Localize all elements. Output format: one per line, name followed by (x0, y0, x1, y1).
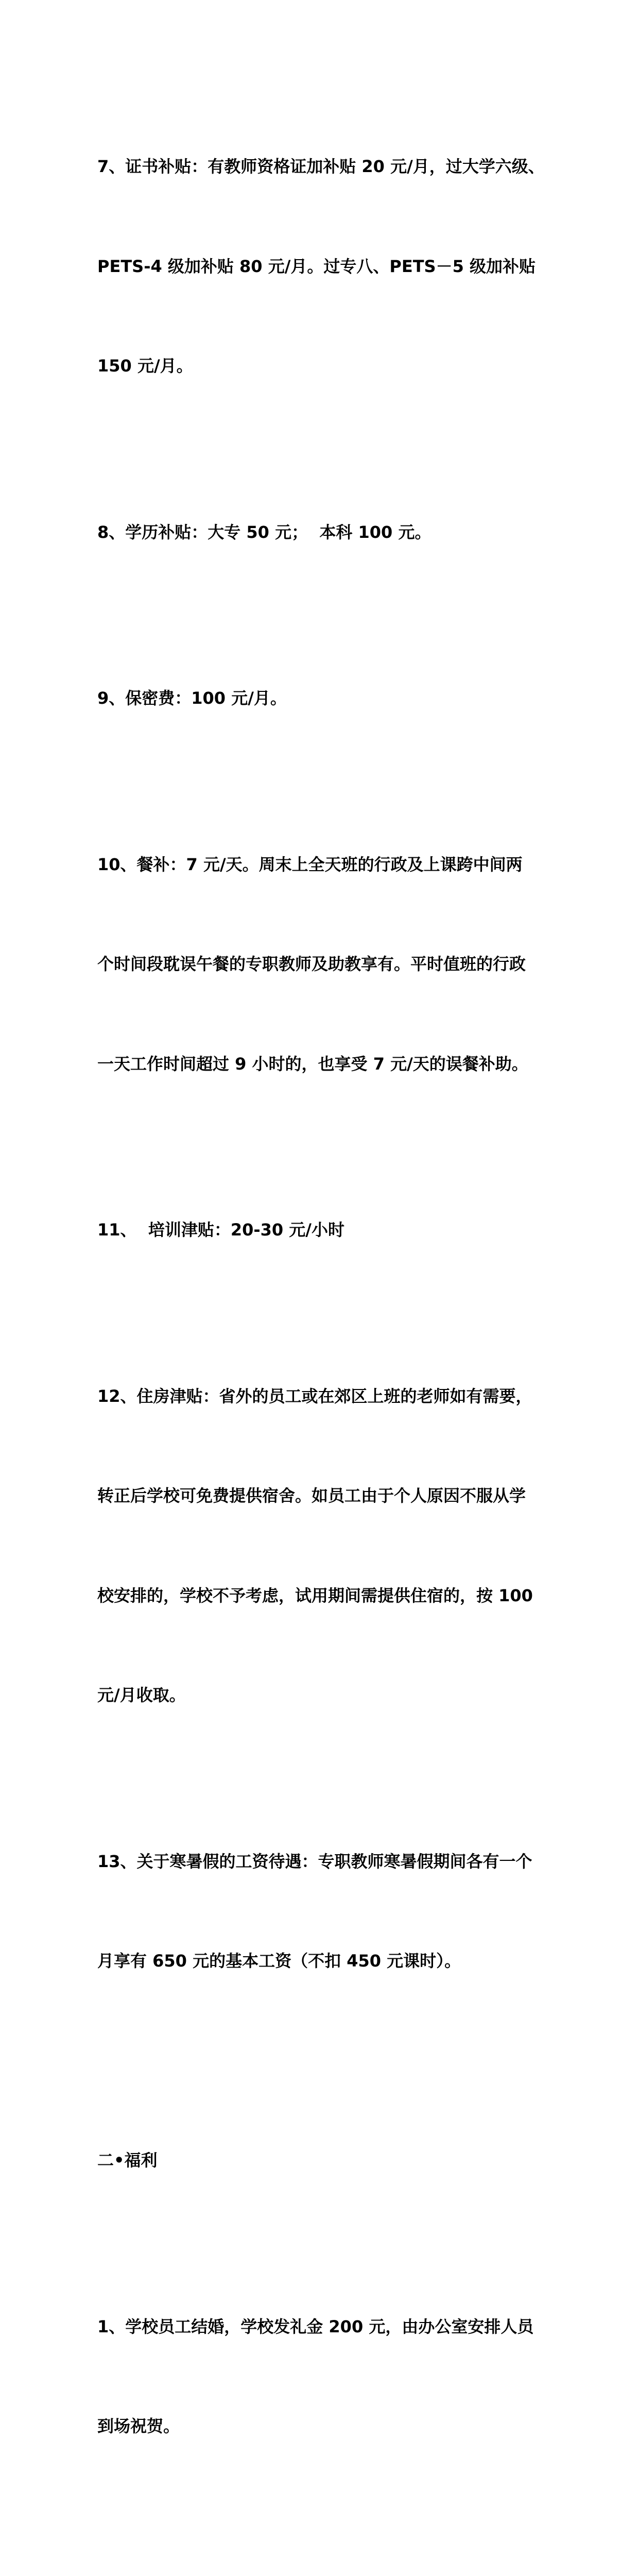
paragraph-training-allowance (97, 1147, 550, 1313)
text-line: 一天工作时间超过 9 小时的，也享受 7 元/天的误餐补助。 (97, 1047, 550, 1081)
paragraph-wedding-gift (97, 2244, 550, 2510)
text-line: 元/月收取。 (97, 1679, 550, 1712)
text-line: 月享有 650 元的基本工资（不扣 450 元课时）。 (97, 1944, 550, 1978)
text-line: 个时间段耽误午餐的专职教师及助教享有。平时值班的行政 (97, 947, 550, 981)
text-line: 1、学校员工结婚，学校发礼金 200 元，由办公室安排人员 (97, 2310, 550, 2344)
text-line: PETS-4 级加补贴 80 元/月。过专八、PETS－5 级加补贴 (97, 250, 550, 283)
text-line: 13、关于寒暑假的工资待遇：专职教师寒暑假期间各有一个 (97, 1845, 550, 1878)
paragraph-housing-allowance (97, 1313, 550, 1778)
paragraph-confidentiality-fee (97, 615, 550, 782)
text-line: 10、餐补：7 元/天。周末上全天班的行政及上课跨中间两 (97, 848, 550, 882)
blank-line (97, 2044, 550, 2078)
text-line: 9、保密费：100 元/月。 (97, 682, 550, 715)
text-line: 11、 培训津贴：20-30 元/小时 (97, 1213, 550, 1247)
text-line: 7、证书补贴：有教师资格证加补贴 20 元/月，过大学六级、 (97, 150, 550, 183)
text-line: 12、住房津贴：省外的员工或在郊区上班的老师如有需要， (97, 1380, 550, 1413)
text-line: 150 元/月。 (97, 349, 550, 383)
document-page (0, 0, 639, 904)
text-line: 校安排的，学校不予考虑，试用期间需提供住宿的，按 100 (97, 1579, 550, 1613)
text-line: 8、学历补贴：大专 50 元； 本科 100 元。 (97, 516, 550, 549)
paragraph-childbirth-gift (97, 2510, 550, 2576)
document-body (97, 83, 550, 2576)
paragraph-certificate-allowance (97, 83, 550, 449)
text-line: 转正后学校可免费提供宿舍。如员工由于个人原因不服从学 (97, 1479, 550, 1513)
text-line: 二•福利 (97, 2144, 550, 2177)
section-heading-welfare (97, 2077, 550, 2244)
paragraph-vacation-pay (97, 1778, 550, 2044)
paragraph-meal-allowance (97, 782, 550, 1147)
text-line: 到场祝贺。 (97, 2410, 550, 2443)
paragraph-education-allowance (97, 449, 550, 616)
